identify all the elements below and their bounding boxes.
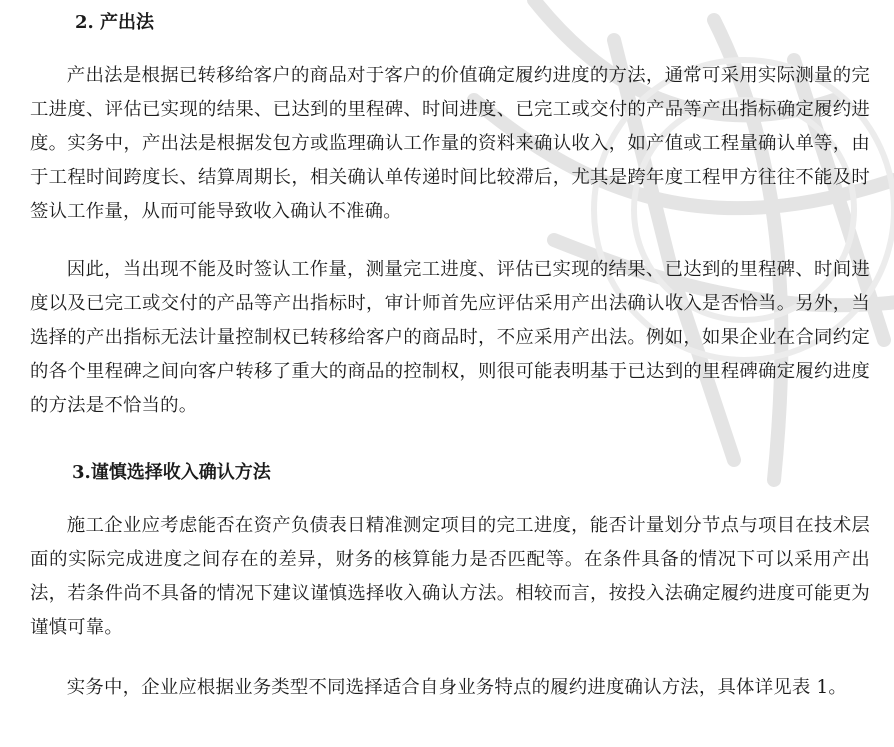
- section-3-paragraph-1: 施工企业应考虑能否在资产负债表日精准测定项目的完工进度，能否计量划分节点与项目在技术层面的实际完成进度之间存在的差异，财务的核算能力是否匹配等。在条件具备的情况下可以采用产出法，若条件尚不具备的情况下建议谨慎选择收入确认方法。相较而言，按投入法确定履约进度可能更为谨慎可靠。: [30, 515, 870, 638]
- section-2-paragraph-1: 产出法是根据已转移给客户的商品对于客户的价值确定履约进度的方法，通常可采用实际测量的完工进度、评估已实现的结果、已达到的里程碑、时间进度、已完工或交付的产品等产出指标确定履约进度。实务中，产出法是根据发包方或监理确认工作量的资料来确认收入，如产值或工程量确认单等，由于工程时间跨度长、结算周期长，相关确认单传递时间比较滞后，尤其是跨年度工程甲方往往不能及时签认工作量，从而可能导致收入确认不准确。: [30, 65, 870, 222]
- section-3-heading: 3.谨慎选择收入确认方法: [72, 462, 271, 483]
- section-3-paragraph-2: 实务中，企业应根据业务类型不同选择适合自身业务特点的履约进度确认方法，具体详见表 1。: [66, 677, 847, 698]
- section-2-heading: 2. 产出法: [75, 12, 155, 33]
- section-2-paragraph-2: 因此，当出现不能及时签认工作量，测量完工进度、评估已实现的结果、已达到的里程碑、时间进度以及已完工或交付的产品等产出指标时，审计师首先应评估采用产出法确认收入是否恰当。另外，当选择的产出指标无法计量控制权已转移给客户的商品时，不应采用产出法。例如，如果企业在合同约定的各个里程碑之间向客户转移了重大的商品的控制权，则很可能表明基于已达到的里程碑确定履约进度的方法是不恰当的。: [30, 259, 870, 416]
